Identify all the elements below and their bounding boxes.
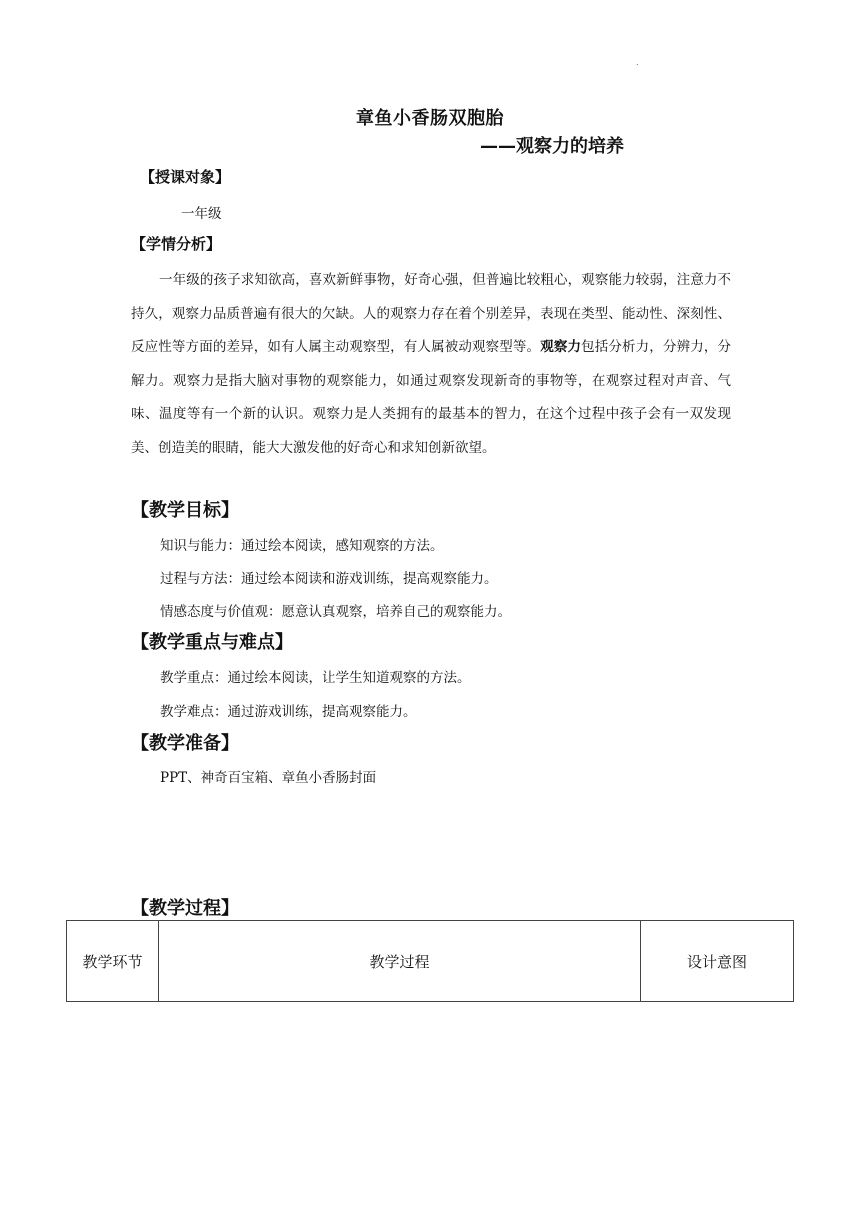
goal-item: 情感态度与价值观：愿意认真观察，培养自己的观察能力。 [160,604,511,620]
analysis-text-after: 包括分析力，分辨力，分解力。观察力是指大脑对事物的观察能力，如通过观察发现新奇的事物等，在观察过程对声音、气味、温度等有一个新的认识。观察力是人类拥有的最基本的智力，在这个过程中孩子会有一双发现美、创造美的眼睛，能大大激发他的好奇心和求知创新欲望。 [131,339,732,456]
analysis-text-before: 一年级的孩子求知欲高，喜欢新鲜事物，好奇心强，但普遍比较粗心，观察能力较弱，注意力不持久，观察力品质普遍有很大的欠缺。人的观察力存在着个别差异，表现在类型、能动性、深刻性、反应性等方面的差异，如有人属主动观察型，有人属被动观察型等。 [131,272,731,355]
section-heading-focus: 【教学重点与难点】 [131,632,293,653]
section-heading-audience: 【授课对象】 [140,168,231,186]
goal-item: 过程与方法：通过绘本阅读和游戏训练，提高观察能力。 [160,571,498,587]
document-title: 章鱼小香肠双胞胎 [356,108,504,129]
table-header-cell: 教学环节 [67,921,159,1002]
focus-item: 教学重点：通过绘本阅读，让学生知道观察的方法。 [160,670,471,686]
analysis-paragraph [131,264,731,465]
section-heading-process: 【教学过程】 [131,898,239,919]
section-heading-prep: 【教学准备】 [131,733,239,754]
process-table [66,920,794,1002]
prep-text: PPT、神奇百宝箱、章鱼小香肠封面 [160,770,377,786]
table-header-cell: 设计意图 [641,921,794,1002]
section-heading-analysis: 【学情分析】 [131,235,222,253]
focus-item: 教学难点：通过游戏训练，提高观察能力。 [160,704,417,720]
document-subtitle: ——观察力的培养 [480,136,624,157]
table-header-cell: 教学过程 [159,921,641,1002]
goal-item: 知识与能力：通过绘本阅读，感知观察的方法。 [160,538,444,554]
header-mark: . [636,58,639,67]
section-heading-goals: 【教学目标】 [131,500,239,521]
table-header-row [67,921,794,1002]
analysis-text-bold: 观察力 [540,339,582,355]
audience-text: 一年级 [181,206,222,222]
